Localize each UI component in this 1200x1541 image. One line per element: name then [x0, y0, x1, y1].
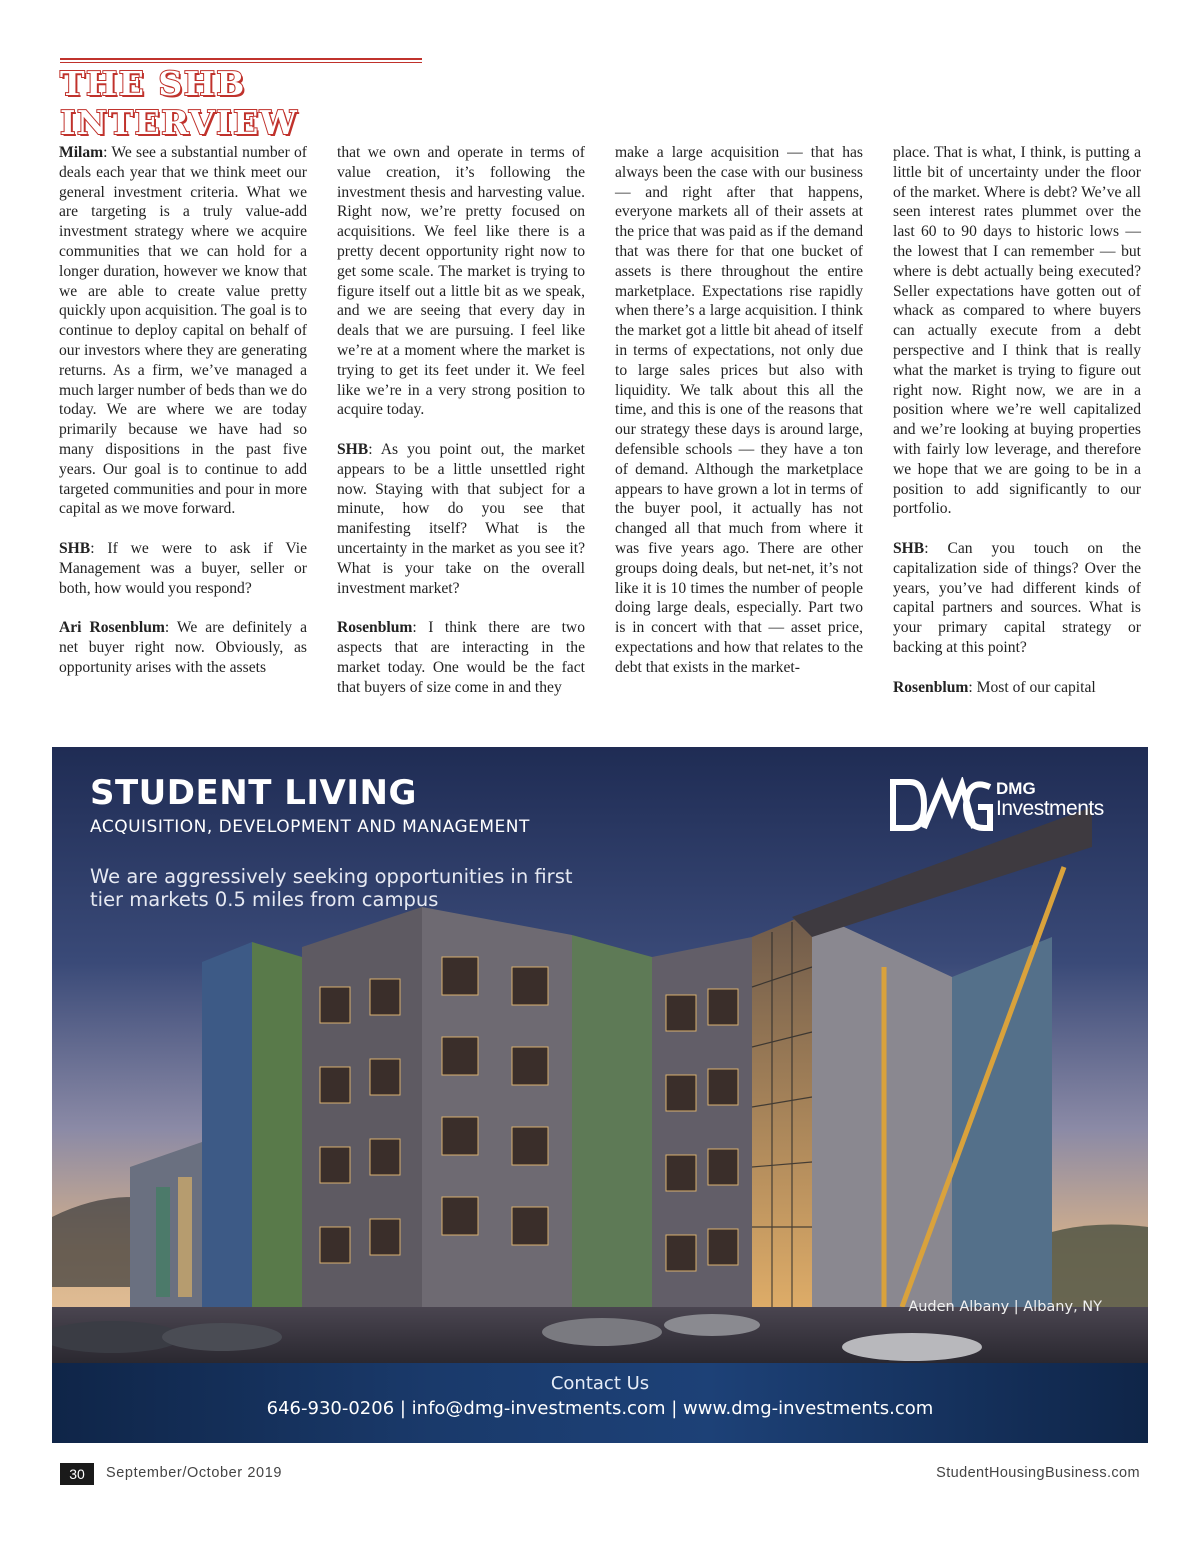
ad-title: STUDENT LIVING — [90, 773, 417, 813]
paragraph-text: that we own and operate in terms of value creation, it’s following the investment thesis and harvesting value. Right now, we’re pretty focused on acquisitions. We feel like there is a pretty decent opportunity right now to get some scale. The market is trying to figure itself out a little bit as we speak, and we are seeing that every day in deals that we are pursuing. I feel like we’re at a moment where the market is trying to get its feet under it. We feel like we’re in a very strong position to acquire today. — [337, 144, 585, 419]
header-rule-top — [60, 58, 422, 60]
paragraph-text: : We see a substantial number of deals each year that we think meet our general investment criteria. What we are targeting is a truly value-add investment strategy where we acquire communities that we can hold for a longer duration, however we know that we are able to create value pretty quickly upon acquisition. The goal is to continue to deploy capital on behalf of our investors where they are generating returns. As a firm, we’ve managed a much larger number of beds than we do today. We are where we are today primarily because we have had so many dispositions in the past five years. Our goal is to continue to add targeted communities and pour in more capital as we move forward. — [59, 144, 307, 518]
dmg-logo — [890, 775, 1112, 839]
dmg-logo-mark — [890, 777, 994, 833]
article-paragraph — [59, 618, 307, 677]
speaker-name: Rosenblum — [893, 678, 969, 696]
speaker-name: SHB — [893, 539, 925, 557]
article-paragraph — [337, 440, 585, 598]
paragraph-text: place. That is what, I think, is putting a little bit of uncertainty under the floor of the market. Where is debt? We’ve all seen interest rates plummet over the last 60 to 90 days to historic lows — the lowest that I can remember — but where is debt actually being executed? Seller expectations have gotten out of whack as compared to where buyers can actually execute from a debt perspective and I think that is really what the market is trying to figure out right now. Right now, we are in a position where we’re well capitalized and we’re looking at buying properties with fairly low leverage, and therefore we hope that we are going to be in a position to add significantly to our portfolio. — [893, 144, 1141, 518]
article-body — [59, 143, 1141, 723]
paragraph-text: : We are definitely a net buyer right now. Obviously, as opportunity arises with the assets — [59, 619, 307, 676]
paragraph-text: : If we were to ask if Vie Management was a buyer, seller or both, how would you respond? — [59, 539, 307, 597]
publication-website: StudentHousingBusiness.com — [936, 1465, 1140, 1481]
section-title: THE SHB INTERVIEW — [60, 64, 299, 142]
ad-tagline: We are aggressively seeking opportunities in first tier markets 0.5 miles from campus — [90, 865, 573, 911]
paragraph-text: : Most of our capital — [968, 678, 1096, 696]
paragraph-text: : Can you touch on the capitalization side of things? Over the years, you’ve had different kinds of capital partners and sources. What is your primary capital strategy or backing at this point? — [893, 539, 1141, 656]
dmg-advertisement — [52, 747, 1148, 1443]
paragraph-text: : As you point out, the market appears to be a little unsettled right now. Staying with that subject for a minute, how do you see that manifesting itself? What is the uncertainty in the market as you see it? What is your take on the overall investment market? — [337, 440, 585, 597]
article-paragraph — [337, 618, 585, 697]
photo-caption: Auden Albany | Albany, NY — [908, 1299, 1102, 1315]
article-paragraph — [615, 143, 863, 678]
contact-bar — [52, 1363, 1148, 1443]
article-paragraph — [337, 143, 585, 420]
page-footer — [60, 1462, 1140, 1488]
contact-details: 646-930-0206 | info@dmg-investments.com | www.dmg-investments.com — [266, 1398, 934, 1419]
paragraph-text: make a large acquisition — that has always been the case with our business — and right after that happens, everyone markets all of their assets at the price that was paid as if the demand that was there for that one bucket of assets is there throughout the entire marketplace. Expectations rise rapidly when there’s a large acquisition. I think the market got a little bit ahead of itself in terms of expectations, not only due to large sales prices but also with liquidity. We talk about this all the time, and this is one of the reasons that our strategy these days is around large, defensible schools — they have a ton of demand. Although the marketplace appears to have grown a lot in terms of the buyer pool, it actually has not changed all that much from where it was five years ago. There are other groups doing deals, but net-net, it’s not like it is 10 times the number of people doing large deals, especially. Part two is in concert with that — asset price, expectations and how that relates to the debt that exists in the market- — [615, 144, 863, 676]
speaker-name: Rosenblum — [337, 619, 413, 637]
dmg-logo-line2: Investments — [996, 797, 1104, 820]
section-header — [60, 56, 422, 142]
ad-subtitle: ACQUISITION, DEVELOPMENT AND MANAGEMENT — [90, 817, 530, 837]
paragraph-text: : I think there are two aspects that are interacting in the market today. One would be the fact that buyers of size come in and they — [337, 619, 585, 696]
article-paragraph — [893, 678, 1141, 698]
article-column-1 — [59, 143, 307, 678]
article-paragraph — [893, 143, 1141, 519]
page-number: 30 — [60, 1463, 94, 1485]
speaker-name: Ari Rosenblum — [59, 619, 165, 637]
speaker-name: Milam — [59, 144, 104, 161]
article-paragraph — [893, 539, 1141, 658]
speaker-name: SHB — [337, 440, 369, 458]
article-column-3 — [615, 143, 863, 678]
article-paragraph — [59, 143, 307, 519]
header-rule-thin — [60, 62, 422, 63]
article-column-4 — [893, 143, 1141, 697]
contact-heading: Contact Us — [550, 1373, 650, 1394]
speaker-name: SHB — [59, 539, 91, 557]
dmg-logo-line1: DMG — [996, 779, 1036, 798]
article-column-2 — [337, 143, 585, 697]
article-paragraph — [59, 539, 307, 598]
issue-date: September/October 2019 — [106, 1465, 283, 1481]
building-rendering — [52, 747, 1148, 1363]
